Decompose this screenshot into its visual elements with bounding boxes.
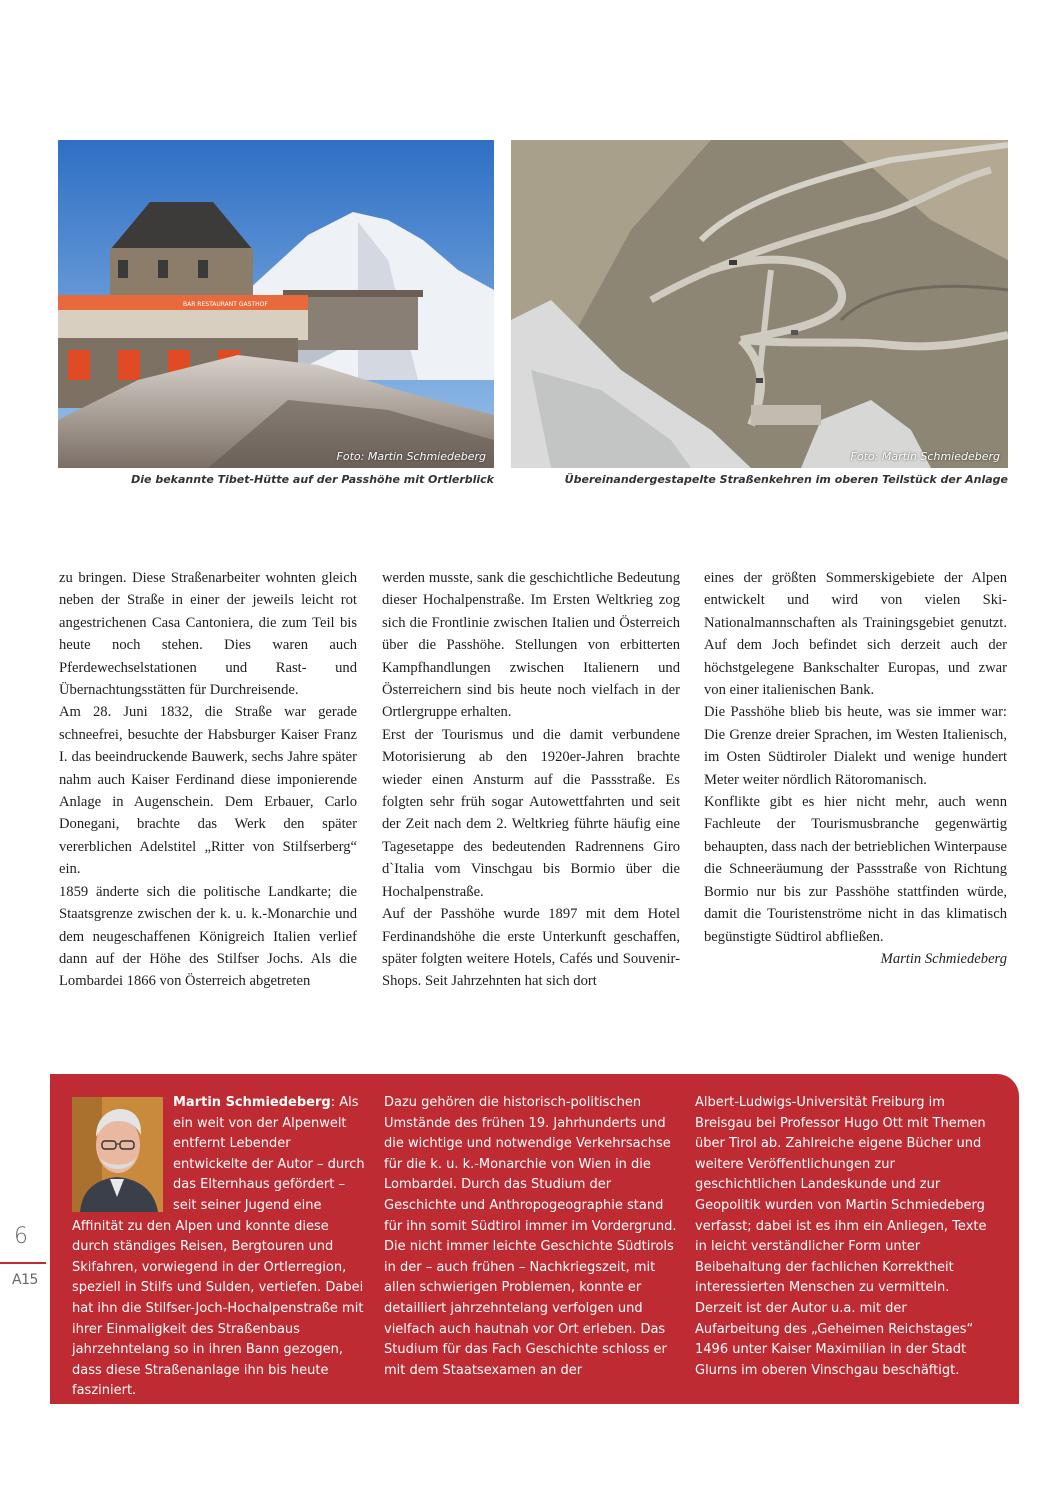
author-bio-box [50, 1074, 1019, 1404]
bio-author-name: Martin Schmiedeberg [173, 1095, 331, 1110]
paragraph: eines der größten Sommerskigebiete der Alpen entwickelt und wird von vielen Ski-Nationalmannschaften als Trainingsgebiet genutzt. Auf dem Joch befindet sich derzeit auch der höchstgelegene Bankschalter Europas, und zwar von einer italienischen Bank. [704, 570, 1007, 699]
switchbacks-photo [511, 140, 1008, 468]
paragraph: Erst der Tourismus und die damit verbundene Motorisierung ab den 1920er-Jahren brachte wieder einen Ansturm auf die Passstraße. Es folgten sehr früh sogar Autowettfahrten und seit der Zeit nach dem 2. Weltkrieg führte häufig eine Tagesetappe des bedeutenden Radrennens Giro d`Italia vom Vinschgau bis Bormio über die Hochalpenstraße. [382, 726, 680, 900]
page-number: 6 [14, 1224, 28, 1249]
photo-credit: Foto: Martin Schmiedeberg [336, 450, 486, 463]
article-author: Martin Schmiedeberg [880, 950, 1007, 967]
author-portrait [72, 1097, 163, 1212]
photo-credit: Foto: Martin Schmiedeberg [850, 450, 1000, 463]
hut-sign: BAR RESTAURANT GASTHOF [183, 301, 268, 308]
article-column-1 [59, 567, 357, 993]
bio-column-1 [72, 1093, 365, 1402]
paragraph: Die Passhöhe blieb bis heute, was sie immer war: Die Grenze dreier Sprachen, im Westen Italienisch, im Osten Südtiroler Dialekt und wenige hundert Meter weiter nördlich Rätoromanisch. [704, 704, 1007, 788]
issue-code: A15 [12, 1272, 38, 1288]
bio-column-3 [695, 1093, 988, 1381]
photo-caption-right: Übereinandergestapelte Straßenkehren im oberen Teilstück der Anlage [564, 473, 1008, 486]
paragraph: Auf der Passhöhe wurde 1897 mit dem Hotel Ferdinandshöhe die erste Unterkunft geschaffen, später folgten weitere Hotels, Cafés und Souvenir-Shops. Seit Jahrzehnten hat sich dort [382, 906, 680, 990]
paragraph: 1859 änderte sich die politische Landkarte; die Staatsgrenze zwischen der k. u. k.-Monarchie und dem neugeschaffenen Königreich Italien verlief dann auf der Höhe des Stilfser Jochs. Als die Lombardei 1866 von Österreich abgetreten [59, 883, 357, 990]
photo-caption-left: Die bekannte Tibet-Hütte auf der Passhöhe mit Ortlerblick [131, 473, 494, 486]
paragraph: zu bringen. Diese Straßenarbeiter wohnten gleich neben der Straße in einer der jeweils leicht rot angestrichenen Casa Cantoniera, die zum Teil bis heute noch stehen. Dies waren auch Pferdewechselstationen und Rast- und Übernachtungsstätten für Durchreisende. [59, 570, 357, 699]
paragraph: Am 28. Juni 1832, die Straße war gerade schneefrei, besuchte der Habsburger Kaiser Franz I. das beeindruckende Bauwerk, sechs Jahre später nahm auch Kaiser Ferdinand diese imponierende Anlage in Augenschein. Dem Erbauer, Carlo Donegani, brachte das Werk den später vererblichen Adelstitel „Ritter von Stilfserberg“ ein. [59, 704, 357, 878]
bio-text: Dazu gehören die historisch-politischen Umstände des frühen 19. Jahrhunderts und die wichtige und notwendige Verkehrsachse für die k. u. k.-Monarchie von Wien in die Lombardei. Durch das Studium der Geschichte und Anthropogeographie stand für ihn somit Südtirol immer im Vordergrund. Die nicht immer leichte Geschichte Südtirols in der – auch frühen – Nachkriegszeit, mit allen schwierigen Problemen, konnte er detailliert jahrzehntelang verfolgen und vielfach auch hautnah vor Ort erleben. Das Studium für das Fach Geschichte schloss er mit dem Staatsexamen an der [384, 1095, 677, 1378]
article-column-3 [704, 567, 1007, 970]
bio-text: : Als ein weit von der Alpenwelt entfernt Lebender entwickelte der Autor – durch das Elternhaus gefördert – seit seiner Jugend eine Affinität zu den Alpen und konnte diese durch ständiges Reisen, Bergtouren und Skifahren, vorwiegend in der Ortlerregion, speziell in Stilfs und Sulden, vertiefen. Dabei hat ihn die Stilfser-Joch-Hochalpenstraße mit ihrer Einmaligkeit des Straßenbaus jahrzehntelang so in ihren Bann gezogen, dass diese Straßenanlage ihn bis heute fasziniert. [72, 1095, 365, 1399]
paragraph: werden musste, sank die geschichtliche Bedeutung dieser Hochalpenstraße. Im Ersten Weltkrieg zog sich die Frontlinie zwischen Italien und Österreich über die Passhöhe. Stellungen von erbitterten Kampfhandlungen zwischen Italienern und Österreichern sind bis heute noch vielfach in der Ortlergruppe erhalten. [382, 570, 680, 721]
page-number-divider [0, 1262, 46, 1264]
paragraph: Konflikte gibt es hier nicht mehr, auch wenn Fachleute der Tourismusbranche gegenwärtig behaupten, dass nach der betrieblichen Winterpause die Schneeräumung der Passstraße von Richtung Bormio nur bis zur Passhöhe stattfinden würde, damit die Touristenströme nicht in das klimatisch begünstigte Südtirol abfließen. [704, 794, 1007, 945]
bio-text: Albert-Ludwigs-Universität Freiburg im Breisgau bei Professor Hugo Ott mit Themen über Tirol ab. Zahlreiche eigene Bücher und weitere Veröffentlichungen zur geschichtlichen Landeskunde und zur Geopolitik wurden von Martin Schmiedeberg verfasst; dabei ist es ihm ein Anliegen, Texte in leicht verständlicher Form unter Beibehaltung der fachlichen Korrektheit interessierten Menschen zu vermitteln. Derzeit ist der Autor u.a. mit der Aufarbeitung des „Geheimen Reichstages“ 1496 unter Kaiser Maximilian in der Stadt Glurns im oberen Vinschgau beschäftigt. [695, 1095, 987, 1378]
tibet-hut-photo [58, 140, 494, 468]
article-column-2 [382, 567, 680, 993]
bio-column-2 [384, 1093, 677, 1381]
